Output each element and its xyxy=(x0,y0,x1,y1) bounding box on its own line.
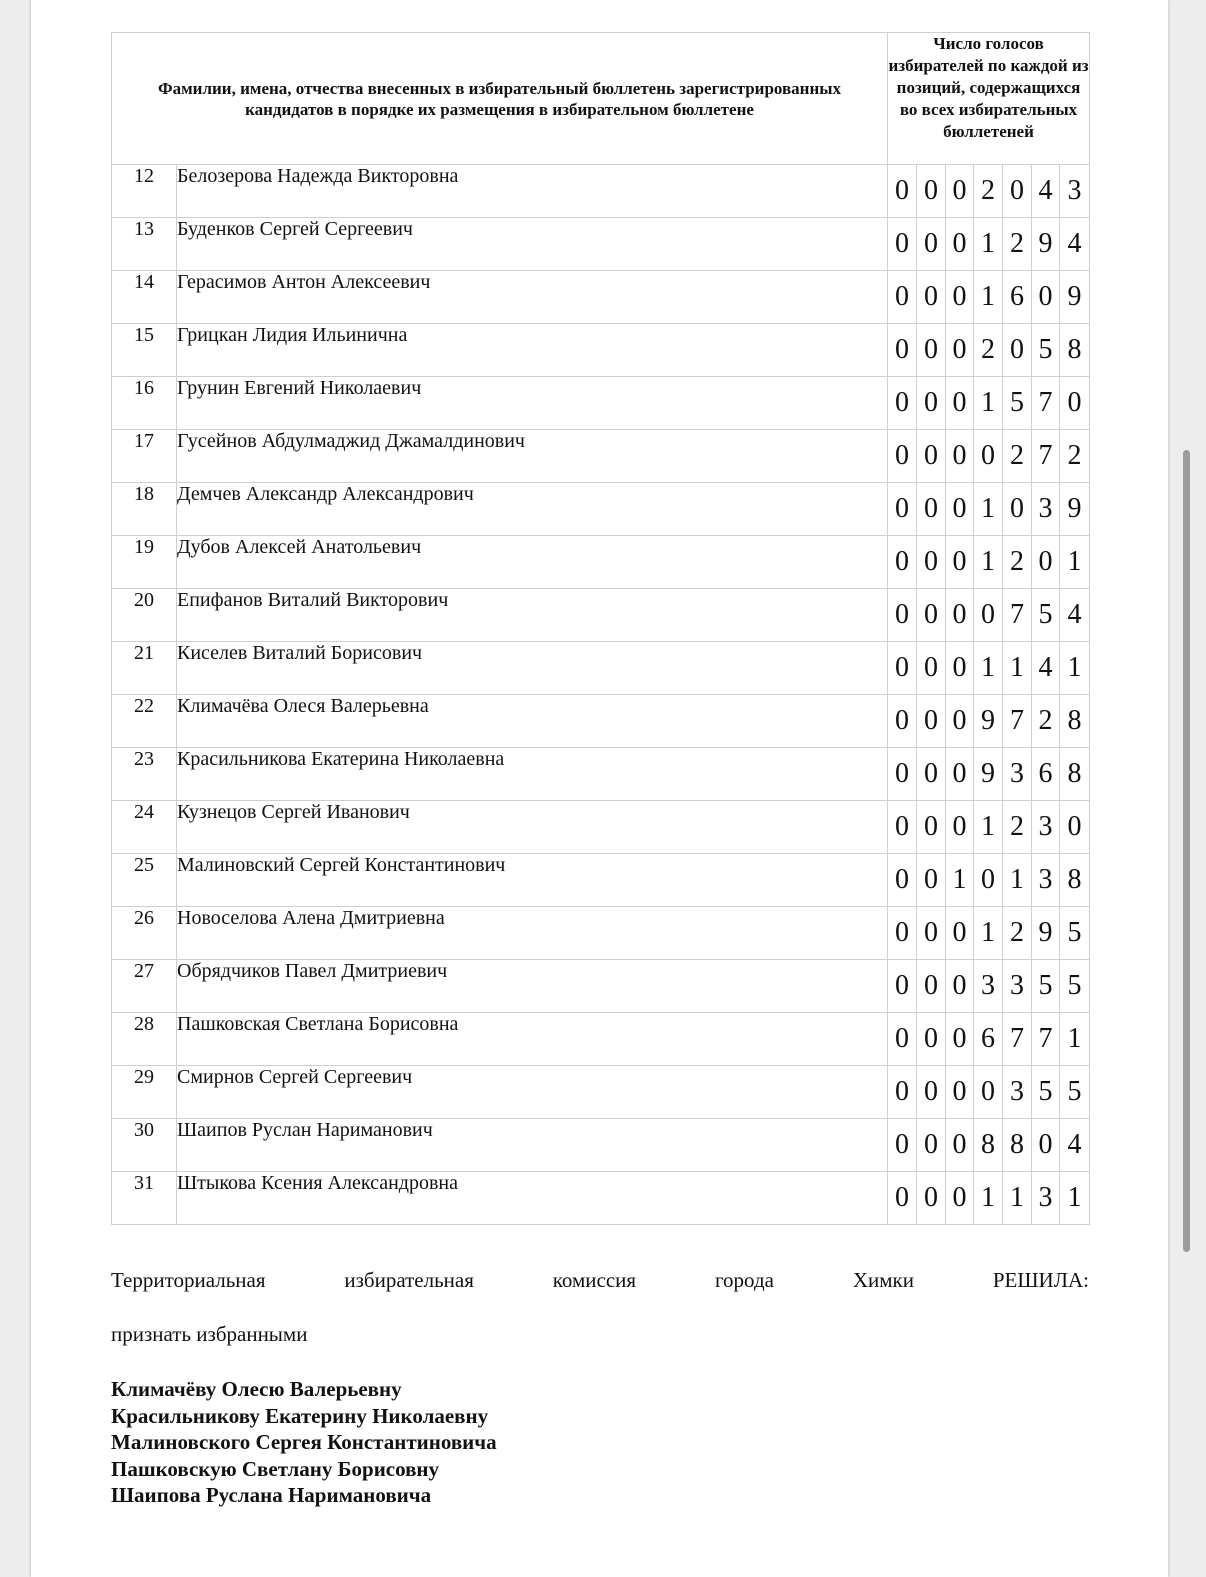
vote-digit: 0 xyxy=(917,589,946,642)
vote-digit: 0 xyxy=(946,1066,974,1119)
vote-digit: 0 xyxy=(946,907,974,960)
table-row xyxy=(112,1119,1090,1172)
vote-digit: 1 xyxy=(974,271,1003,324)
vote-digit: 0 xyxy=(917,854,946,907)
vote-digit: 2 xyxy=(974,324,1003,377)
vote-digit: 8 xyxy=(1060,324,1090,377)
vote-digit: 0 xyxy=(946,589,974,642)
vote-digit: 3 xyxy=(1032,483,1060,536)
vote-digit: 0 xyxy=(1032,271,1060,324)
row-number: 24 xyxy=(112,801,177,854)
vote-digit: 2 xyxy=(1003,430,1032,483)
vote-digit: 1 xyxy=(974,536,1003,589)
vote-digit: 5 xyxy=(1060,907,1090,960)
vote-digit: 2 xyxy=(1032,695,1060,748)
vote-digit: 0 xyxy=(888,642,917,695)
vote-digit: 0 xyxy=(917,536,946,589)
vote-digit: 0 xyxy=(946,324,974,377)
decision-word: РЕШИЛА: xyxy=(992,1268,1089,1292)
vote-digit: 3 xyxy=(1003,1066,1032,1119)
vote-digit: 0 xyxy=(974,1066,1003,1119)
row-number: 31 xyxy=(112,1172,177,1225)
vote-digit: 1 xyxy=(974,801,1003,854)
table-row xyxy=(112,589,1090,642)
vote-digit: 9 xyxy=(974,695,1003,748)
vote-digit: 0 xyxy=(917,1119,946,1172)
vote-digit: 0 xyxy=(888,907,917,960)
vote-digit: 0 xyxy=(917,165,946,218)
table-row xyxy=(112,801,1090,854)
vote-digit: 1 xyxy=(974,907,1003,960)
vote-digit: 1 xyxy=(974,483,1003,536)
vote-digit: 3 xyxy=(1032,854,1060,907)
vote-digit: 9 xyxy=(1032,907,1060,960)
table-row xyxy=(112,695,1090,748)
row-number: 13 xyxy=(112,218,177,271)
vote-digit: 4 xyxy=(1032,165,1060,218)
elected-candidate: Малиновского Сергея Константиновича xyxy=(111,1430,497,1454)
vote-digit: 6 xyxy=(1032,748,1060,801)
vote-digit: 0 xyxy=(974,589,1003,642)
vote-digit: 0 xyxy=(1060,377,1090,430)
vote-digit: 5 xyxy=(1032,1066,1060,1119)
table-row xyxy=(112,483,1090,536)
candidate-name: Шаипов Руслан Нариманович xyxy=(177,1119,888,1172)
candidate-name: Климачёва Олеся Валерьевна xyxy=(177,695,888,748)
vote-digit: 0 xyxy=(888,165,917,218)
row-number: 20 xyxy=(112,589,177,642)
row-number: 22 xyxy=(112,695,177,748)
vote-digit: 9 xyxy=(1060,483,1090,536)
decision-word: комиссия xyxy=(552,1268,637,1292)
vote-digit: 7 xyxy=(1032,430,1060,483)
row-number: 27 xyxy=(112,960,177,1013)
vote-digit: 3 xyxy=(1060,165,1090,218)
table-row xyxy=(112,1172,1090,1225)
vote-digit: 0 xyxy=(917,271,946,324)
vote-digit: 6 xyxy=(1003,271,1032,324)
vote-digit: 2 xyxy=(1003,536,1032,589)
table-row xyxy=(112,642,1090,695)
candidate-name: Красильникова Екатерина Николаевна xyxy=(177,748,888,801)
candidate-name: Демчев Александр Александрович xyxy=(177,483,888,536)
vote-digit: 0 xyxy=(888,1119,917,1172)
vote-digit: 9 xyxy=(1032,218,1060,271)
row-number: 15 xyxy=(112,324,177,377)
document-page xyxy=(31,0,1168,1577)
vote-digit: 0 xyxy=(888,1013,917,1066)
table-row xyxy=(112,218,1090,271)
vote-digit: 0 xyxy=(946,377,974,430)
header-votes: Число голосов избирателей по каждой из позиций, содержащихся во всех избирательных бюллетеней xyxy=(888,33,1090,165)
vote-digit: 5 xyxy=(1060,960,1090,1013)
vote-digit: 1 xyxy=(1060,1013,1090,1066)
row-number: 28 xyxy=(112,1013,177,1066)
vote-digit: 3 xyxy=(1032,801,1060,854)
vote-digit: 2 xyxy=(1003,907,1032,960)
vote-digit: 0 xyxy=(917,907,946,960)
vote-digit: 9 xyxy=(974,748,1003,801)
vote-digit: 0 xyxy=(1003,324,1032,377)
vote-digit: 0 xyxy=(946,271,974,324)
vote-digit: 1 xyxy=(1003,642,1032,695)
vote-digit: 7 xyxy=(1003,1013,1032,1066)
vote-digit: 0 xyxy=(974,430,1003,483)
candidate-name: Малиновский Сергей Константинович xyxy=(177,854,888,907)
vote-digit: 8 xyxy=(1060,695,1090,748)
vote-digit: 4 xyxy=(1032,642,1060,695)
vote-digit: 1 xyxy=(946,854,974,907)
vote-digit: 0 xyxy=(946,748,974,801)
vote-digit: 0 xyxy=(946,695,974,748)
table-row xyxy=(112,165,1090,218)
vote-digit: 0 xyxy=(888,377,917,430)
vote-digit: 0 xyxy=(946,430,974,483)
vote-digit: 5 xyxy=(1032,960,1060,1013)
decision-word: Территориальная xyxy=(111,1268,266,1292)
vote-digit: 0 xyxy=(888,483,917,536)
decision-recognize-text: признать избранными xyxy=(111,1322,308,1346)
vote-digit: 3 xyxy=(1003,960,1032,1013)
vote-digit: 0 xyxy=(917,695,946,748)
candidate-name: Грицкан Лидия Ильинична xyxy=(177,324,888,377)
vote-digit: 0 xyxy=(888,960,917,1013)
candidate-name: Кузнецов Сергей Иванович xyxy=(177,801,888,854)
table-row xyxy=(112,748,1090,801)
vote-digit: 0 xyxy=(946,642,974,695)
candidate-name: Обрядчиков Павел Дмитриевич xyxy=(177,960,888,1013)
elected-candidate: Шаипова Руслана Наримановича xyxy=(111,1483,432,1507)
vote-digit: 1 xyxy=(974,642,1003,695)
vote-digit: 7 xyxy=(1003,589,1032,642)
candidate-name: Буденков Сергей Сергеевич xyxy=(177,218,888,271)
vote-digit: 0 xyxy=(917,960,946,1013)
candidate-name: Дубов Алексей Анатольевич xyxy=(177,536,888,589)
vote-digit: 5 xyxy=(1060,1066,1090,1119)
elected-candidate: Климачёву Олесю Валерьевну xyxy=(111,1377,402,1401)
vote-digit: 0 xyxy=(1032,536,1060,589)
vote-digit: 0 xyxy=(917,748,946,801)
vote-digit: 1 xyxy=(1003,854,1032,907)
vote-digit: 2 xyxy=(974,165,1003,218)
vote-digit: 1 xyxy=(1060,1172,1090,1225)
vote-digit: 1 xyxy=(1060,536,1090,589)
vote-digit: 0 xyxy=(917,218,946,271)
vote-digit: 0 xyxy=(917,377,946,430)
row-number: 14 xyxy=(112,271,177,324)
scrollbar-thumb[interactable] xyxy=(1183,450,1190,1252)
vote-digit: 0 xyxy=(888,430,917,483)
vote-digit: 1 xyxy=(974,218,1003,271)
candidate-name: Штыкова Ксения Александровна xyxy=(177,1172,888,1225)
candidate-name: Пашковская Светлана Борисовна xyxy=(177,1013,888,1066)
vote-digit: 1 xyxy=(1060,642,1090,695)
vote-digit: 2 xyxy=(1003,218,1032,271)
table-row xyxy=(112,907,1090,960)
candidate-name: Киселев Виталий Борисович xyxy=(177,642,888,695)
row-number: 21 xyxy=(112,642,177,695)
decision-word: города xyxy=(714,1268,774,1292)
vote-digit: 0 xyxy=(917,430,946,483)
results-table xyxy=(111,32,1090,1225)
row-number: 17 xyxy=(112,430,177,483)
vote-digit: 1 xyxy=(974,377,1003,430)
vote-digit: 0 xyxy=(1060,801,1090,854)
vote-digit: 0 xyxy=(888,536,917,589)
vote-digit: 2 xyxy=(1060,430,1090,483)
vote-digit: 1 xyxy=(974,1172,1003,1225)
table-row xyxy=(112,536,1090,589)
vote-digit: 3 xyxy=(1003,748,1032,801)
vote-digit: 8 xyxy=(1060,854,1090,907)
row-number: 25 xyxy=(112,854,177,907)
vote-digit: 0 xyxy=(974,854,1003,907)
row-number: 18 xyxy=(112,483,177,536)
table-row xyxy=(112,377,1090,430)
vote-digit: 0 xyxy=(888,1066,917,1119)
vote-digit: 9 xyxy=(1060,271,1090,324)
vote-digit: 0 xyxy=(946,1013,974,1066)
table-row xyxy=(112,1013,1090,1066)
table-row xyxy=(112,430,1090,483)
vote-digit: 8 xyxy=(1060,748,1090,801)
vote-digit: 0 xyxy=(1003,165,1032,218)
candidate-name: Грунин Евгений Николаевич xyxy=(177,377,888,430)
row-number: 26 xyxy=(112,907,177,960)
vote-digit: 0 xyxy=(888,218,917,271)
table-header-row xyxy=(112,33,1090,165)
vote-digit: 0 xyxy=(888,801,917,854)
vote-digit: 5 xyxy=(1032,589,1060,642)
candidate-name: Новоселова Алена Дмитриевна xyxy=(177,907,888,960)
table-row xyxy=(112,960,1090,1013)
vote-digit: 0 xyxy=(946,801,974,854)
decision-word: избирательная xyxy=(344,1268,474,1292)
vote-digit: 4 xyxy=(1060,1119,1090,1172)
vote-digit: 8 xyxy=(974,1119,1003,1172)
vote-digit: 0 xyxy=(946,483,974,536)
candidate-name: Герасимов Антон Алексеевич xyxy=(177,271,888,324)
vote-digit: 5 xyxy=(1003,377,1032,430)
vote-digit: 7 xyxy=(1032,377,1060,430)
candidate-name: Епифанов Виталий Викторович xyxy=(177,589,888,642)
vote-digit: 8 xyxy=(1003,1119,1032,1172)
vote-digit: 0 xyxy=(917,1013,946,1066)
vote-digit: 0 xyxy=(888,589,917,642)
vote-digit: 4 xyxy=(1060,589,1090,642)
row-number: 16 xyxy=(112,377,177,430)
table-row xyxy=(112,324,1090,377)
vote-digit: 0 xyxy=(888,854,917,907)
vote-digit: 7 xyxy=(1003,695,1032,748)
vote-digit: 0 xyxy=(917,1066,946,1119)
vote-digit: 0 xyxy=(888,748,917,801)
table-row xyxy=(112,271,1090,324)
vote-digit: 0 xyxy=(1003,483,1032,536)
vote-digit: 0 xyxy=(917,483,946,536)
vote-digit: 0 xyxy=(946,960,974,1013)
vote-digit: 3 xyxy=(974,960,1003,1013)
candidate-name: Смирнов Сергей Сергеевич xyxy=(177,1066,888,1119)
candidate-name: Гусейнов Абдулмаджид Джамалдинович xyxy=(177,430,888,483)
elected-candidate: Красильникову Екатерину Николаевну xyxy=(111,1403,489,1428)
vote-digit: 0 xyxy=(946,218,974,271)
vote-digit: 0 xyxy=(946,1119,974,1172)
vote-digit: 1 xyxy=(1003,1172,1032,1225)
table-row xyxy=(112,1066,1090,1119)
row-number: 12 xyxy=(112,165,177,218)
vote-digit: 0 xyxy=(888,271,917,324)
vote-digit: 0 xyxy=(1032,1119,1060,1172)
vote-digit: 0 xyxy=(917,801,946,854)
vote-digit: 0 xyxy=(917,642,946,695)
vote-digit: 0 xyxy=(946,536,974,589)
vote-digit: 0 xyxy=(917,1172,946,1225)
vote-digit: 0 xyxy=(946,165,974,218)
vote-digit: 5 xyxy=(1032,324,1060,377)
decision-word: Химки xyxy=(852,1268,914,1292)
header-candidates: Фамилии, имена, отчества внесенных в избирательный бюллетень зарегистрированных кандидатов в порядке их размещения в избирательном бюллетене xyxy=(112,33,888,165)
vote-digit: 0 xyxy=(917,324,946,377)
elected-candidate: Пашковскую Светлану Борисовну xyxy=(111,1456,440,1481)
row-number: 29 xyxy=(112,1066,177,1119)
row-number: 19 xyxy=(112,536,177,589)
vote-digit: 4 xyxy=(1060,218,1090,271)
row-number: 23 xyxy=(112,748,177,801)
vote-digit: 0 xyxy=(888,1172,917,1225)
vote-digit: 0 xyxy=(888,695,917,748)
vote-digit: 0 xyxy=(946,1172,974,1225)
vote-digit: 2 xyxy=(1003,801,1032,854)
elected-list xyxy=(111,1376,497,1509)
vote-digit: 6 xyxy=(974,1013,1003,1066)
candidate-name: Белозерова Надежда Викторовна xyxy=(177,165,888,218)
decision-statement xyxy=(111,1268,1089,1293)
vote-digit: 0 xyxy=(888,324,917,377)
vote-digit: 3 xyxy=(1032,1172,1060,1225)
vote-digit: 7 xyxy=(1032,1013,1060,1066)
table-row xyxy=(112,854,1090,907)
row-number: 30 xyxy=(112,1119,177,1172)
